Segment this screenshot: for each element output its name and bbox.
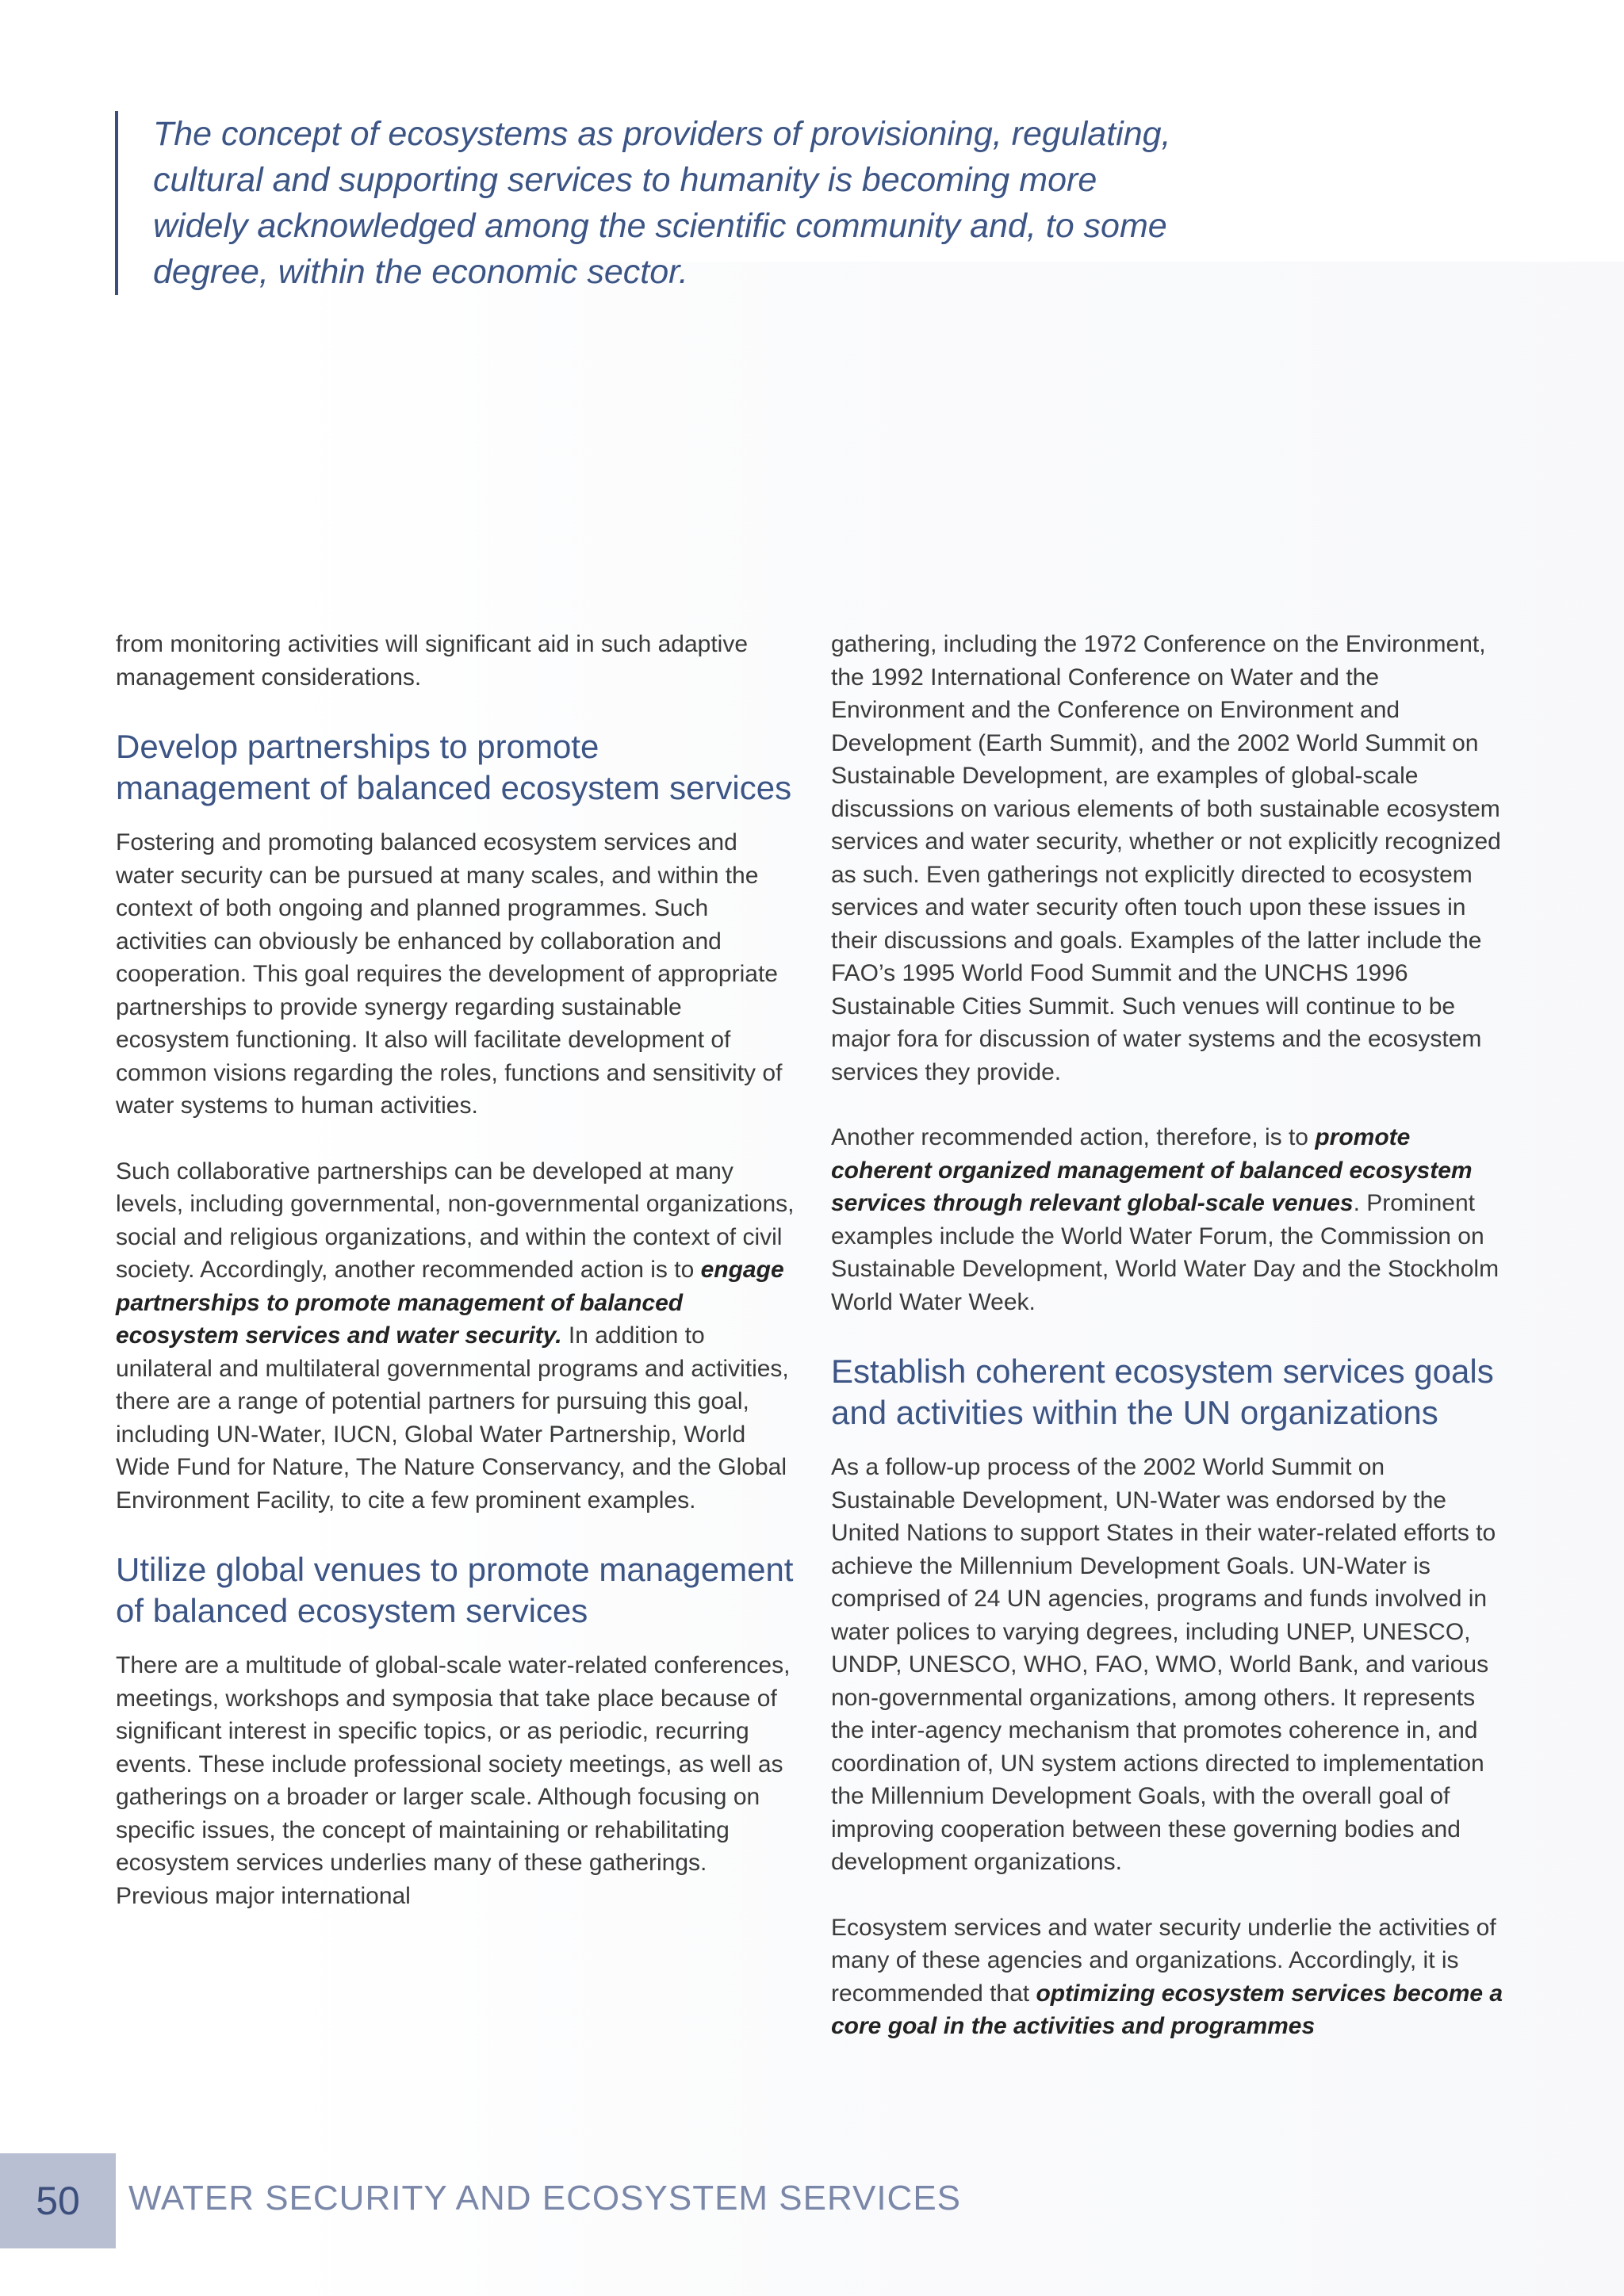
paragraph	[831, 1911, 1513, 2043]
running-footer-title: WATER SECURITY AND ECOSYSTEM SERVICES	[128, 2179, 962, 2218]
paragraph: Fostering and promoting balanced ecosystem services and water security can be pursued at many scales, and within the context of both ongoing and planned programmes. Such activities can obviously be enhanced by collaboration and cooperation. This goal requires the development of appropriate partnerships to provide synergy regarding sustainable ecosystem functioning. It also will facilitate development of common visions regarding the roles, functions and sensitivity of water systems to human activities.	[116, 829, 783, 1119]
paragraph: from monitoring activities will significant aid in such adaptive management considerations.	[116, 631, 749, 691]
emphasis-text: engage partnerships to promote management of balanced ecosystem services and water security.	[116, 1257, 784, 1349]
paragraph	[116, 1155, 798, 1517]
emphasis-text: promote coherent organized management of balanced ecosystem services through relevant global-scale venues	[831, 1124, 1473, 1216]
pull-quote	[115, 111, 1184, 295]
section-heading: Develop partnerships to promote management of balanced ecosystem services	[116, 728, 792, 806]
text-run: Such collaborative partnerships can be developed at many levels, including governmental, non-governmental organizations, social and religious organizations, and within the context of civil society. Accordingly, another recommended action is to	[116, 1158, 795, 1283]
right-column	[831, 628, 1513, 2076]
section-heading: Utilize global venues to promote management of balanced ecosystem services	[116, 1551, 794, 1629]
page-number: 50	[0, 2153, 116, 2248]
section-heading: Establish coherent ecosystem services goals and activities within the UN organizations	[831, 1353, 1494, 1431]
text-run: In addition to unilateral and multilateral governmental programs and activities, there are a range of potential partners for pursuing this goal, including UN-Water, IUCN, Global Water Partnership, World Wide Fund for Nature, The Nature Conservancy, and the Global Environment Facility, to cite a few prominent examples.	[116, 1322, 789, 1513]
text-run: . Prominent examples include the World Water Forum, the Commission on Sustainable Development, World Water Day and the Stockholm World Water Week.	[831, 1190, 1500, 1315]
paragraph	[831, 1121, 1513, 1318]
text-run: Ecosystem services and water security underlie the activities of many of these agencies and organizations. Accordingly, it is recommended that	[831, 1914, 1496, 2007]
pull-quote-text: The concept of ecosystems as providers of provisioning, regulating, cultural and supporting services to humanity is becoming more widely acknowledged among the scientific community and, to some degree, within the economic sector.	[153, 115, 1171, 291]
paragraph: There are a multitude of global-scale water-related conferences, meetings, workshops and symposia that take place because of significant interest in specific topics, or as periodic, recurring events. These include professional society meetings, as well as gatherings on a broader or larger scale. Although focusing on specific issues, the concept of maintaining or rehabilitating ecosystem services underlies many of these gatherings. Previous major international	[116, 1652, 791, 1909]
text-run: Another recommended action, therefore, is to	[831, 1124, 1316, 1150]
paragraph: gathering, including the 1972 Conference on the Environment, the 1992 International Conference on Water and the Environment and the Conference on Environment and Development (Earth Summit), and the 2002 World Summit on Sustainable Development, are examples of global-scale discussions on various elements of both sustainable ecosystem services and water security, whether or not explicitly recognized as such. Even gatherings not explicitly directed to ecosystem services and water security often touch upon these issues in their discussions and goals. Examples of the latter include the FAO’s 1995 World Food Summit and the UNCHS 1996 Sustainable Cities Summit. Such venues will continue to be major fora for discussion of water systems and the ecosystem services they provide.	[831, 631, 1501, 1085]
left-column	[116, 628, 798, 1945]
emphasis-text: optimizing ecosystem services become a core goal in the activities and programmes	[831, 1980, 1503, 2039]
paragraph: As a follow-up process of the 2002 World Summit on Sustainable Development, UN-Water was endorsed by the United Nations to support States in their water-related efforts to achieve the Millennium Development Goals. UN-Water is comprised of 24 UN agencies, programs and funds involved in water polices to varying degrees, including UNEP, UNESCO, UNDP, UNESCO, WHO, FAO, WMO, World Bank, and various non-governmental organizations, among others. It represents the inter-agency mechanism that promotes coherence in, and coordination of, UN system actions directed to implementation the Millennium Development Goals, with the overall goal of improving cooperation between these governing bodies and development organizations.	[831, 1454, 1496, 1875]
